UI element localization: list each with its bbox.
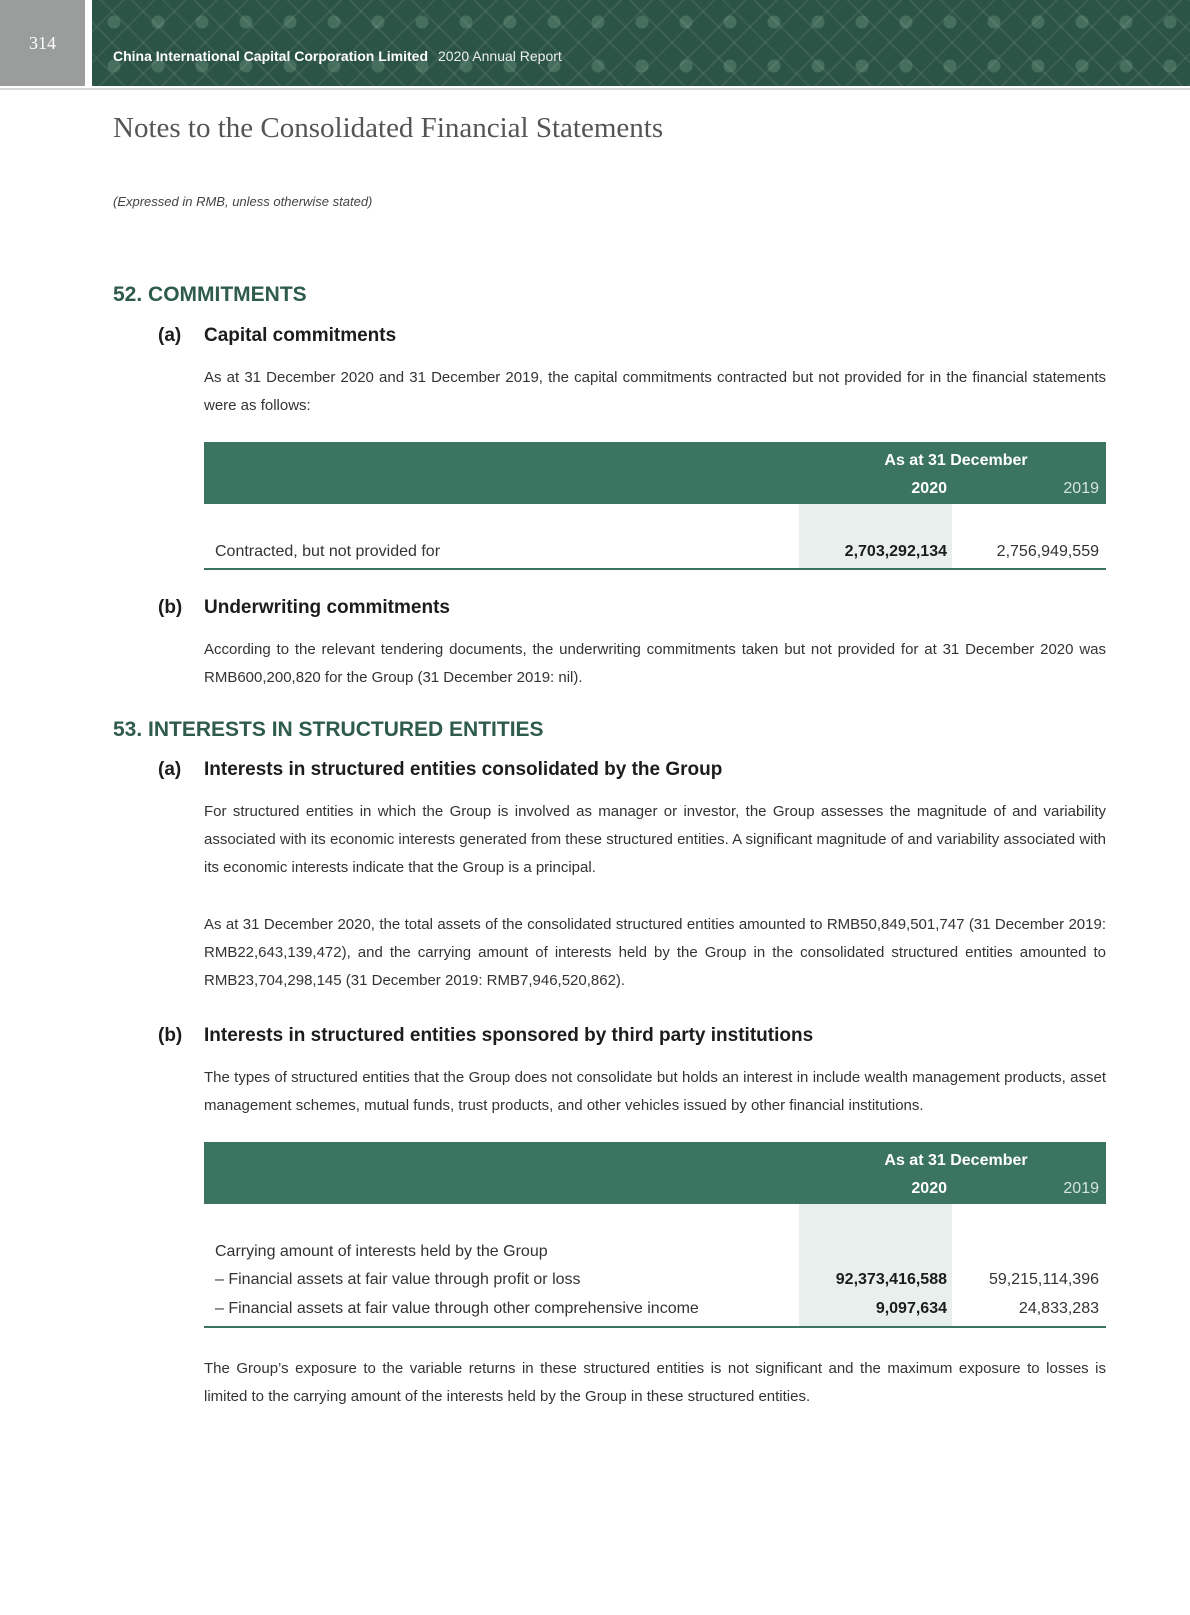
table-header xyxy=(204,1142,1106,1204)
row-label: – Financial assets at fair value through other comprehensive income xyxy=(215,1300,699,1317)
page-subtitle: (Expressed in RMB, unless otherwise stated) xyxy=(113,194,373,209)
report-name: 2020 Annual Report xyxy=(438,48,562,64)
row-value-2020: 92,373,416,588 xyxy=(835,1271,947,1288)
table-col-2020: 2020 xyxy=(911,480,947,497)
section-53a-label: (a) xyxy=(158,759,182,780)
table-col-2020: 2020 xyxy=(911,1180,947,1197)
structured-entities-table xyxy=(204,1142,1106,1328)
row-label: Carrying amount of interests held by the Group xyxy=(215,1243,548,1260)
table-row xyxy=(204,1238,1106,1266)
table-body xyxy=(204,504,1106,570)
row-value-2019: 2,756,949,559 xyxy=(996,543,1099,560)
section-53b-title xyxy=(158,1025,813,1047)
page-number: 314 xyxy=(0,0,85,86)
table-bottom-rule xyxy=(204,1326,1106,1328)
section-53a-title xyxy=(158,759,722,781)
table-group-header: As at 31 December xyxy=(884,1152,1028,1169)
section-52a-heading: Capital commitments xyxy=(204,325,397,346)
table-body xyxy=(204,1204,1106,1328)
section-53b-paragraph-1: The types of structured entities that the Group does not consolidate but holds an interest in include wealth management products, asset management schemes, mutual funds, trust products, and other vehicles issued by other financial institutions. xyxy=(204,1069,1106,1114)
section-52a-label: (a) xyxy=(158,325,182,346)
section-53b-heading: Interests in structured entities sponsored by third party institutions xyxy=(204,1025,814,1046)
page-title: Notes to the Consolidated Financial Statements xyxy=(113,112,664,144)
table-col-2019: 2019 xyxy=(1063,1180,1099,1197)
table-header xyxy=(204,442,1106,504)
section-53b-label: (b) xyxy=(158,1025,183,1046)
table-bottom-rule xyxy=(204,568,1106,570)
row-value-2020: 2,703,292,134 xyxy=(844,543,947,560)
company-name: China International Capital Corporation Limited xyxy=(113,48,429,64)
table-row xyxy=(204,538,1106,566)
row-label: Contracted, but not provided for xyxy=(215,543,441,560)
table-group-header: As at 31 December xyxy=(884,452,1028,469)
table-col-2019: 2019 xyxy=(1063,480,1099,497)
section-52b-label: (b) xyxy=(158,597,183,618)
capital-commitments-table xyxy=(204,442,1106,570)
section-53a-paragraph-2: As at 31 December 2020, the total assets of the consolidated structured entities amounted to RMB50,849,501,747 (31 December 2019: RMB22,643,139,472), and the carrying amount of interests held by the Group in the consolidated structured entities amounted to RMB23,704,298,145 (31 December 2019: RMB7,946,520,862). xyxy=(204,916,1106,989)
page-header xyxy=(0,0,1190,90)
header-banner-text xyxy=(113,48,562,64)
header-divider xyxy=(0,88,1190,90)
section-52a-title xyxy=(158,325,396,347)
section-53a-paragraph-1: For structured entities in which the Group is involved as manager or investor, the Group assesses the magnitude of and variability associated with its economic interests generated from these structured entities. A significant magnitude of and variability associated with its economic interests indicate that the Group is a principal. xyxy=(204,803,1106,876)
section-52-title: 52. COMMITMENTS xyxy=(113,283,307,306)
section-52a-paragraph: As at 31 December 2020 and 31 December 2019, the capital commitments contracted but not provided for in the financial statements were as follows: xyxy=(204,369,1106,414)
row-value-2019: 59,215,114,396 xyxy=(988,1271,1099,1288)
section-52b-heading: Underwriting commitments xyxy=(204,597,450,618)
section-53-title: 53. INTERESTS IN STRUCTURED ENTITIES xyxy=(113,718,544,741)
section-52b-paragraph: According to the relevant tendering documents, the underwriting commitments taken but not provided for at 31 December 2020 was RMB600,200,820 for the Group (31 December 2019: nil). xyxy=(204,641,1106,686)
row-label: – Financial assets at fair value through profit or loss xyxy=(215,1271,581,1288)
row-value-2020: 9,097,634 xyxy=(875,1300,947,1317)
section-53a-heading: Interests in structured entities consolidated by the Group xyxy=(204,759,723,780)
table-row xyxy=(204,1295,1106,1323)
section-53b-paragraph-2: The Group’s exposure to the variable returns in these structured entities is not significant and the maximum exposure to losses is limited to the carrying amount of the interests held by the Group in these structured entities. xyxy=(204,1360,1106,1405)
header-banner-pattern xyxy=(92,0,1190,86)
table-row xyxy=(204,1266,1106,1294)
row-value-2019: 24,833,283 xyxy=(1018,1300,1099,1317)
section-52b-title xyxy=(158,597,450,619)
